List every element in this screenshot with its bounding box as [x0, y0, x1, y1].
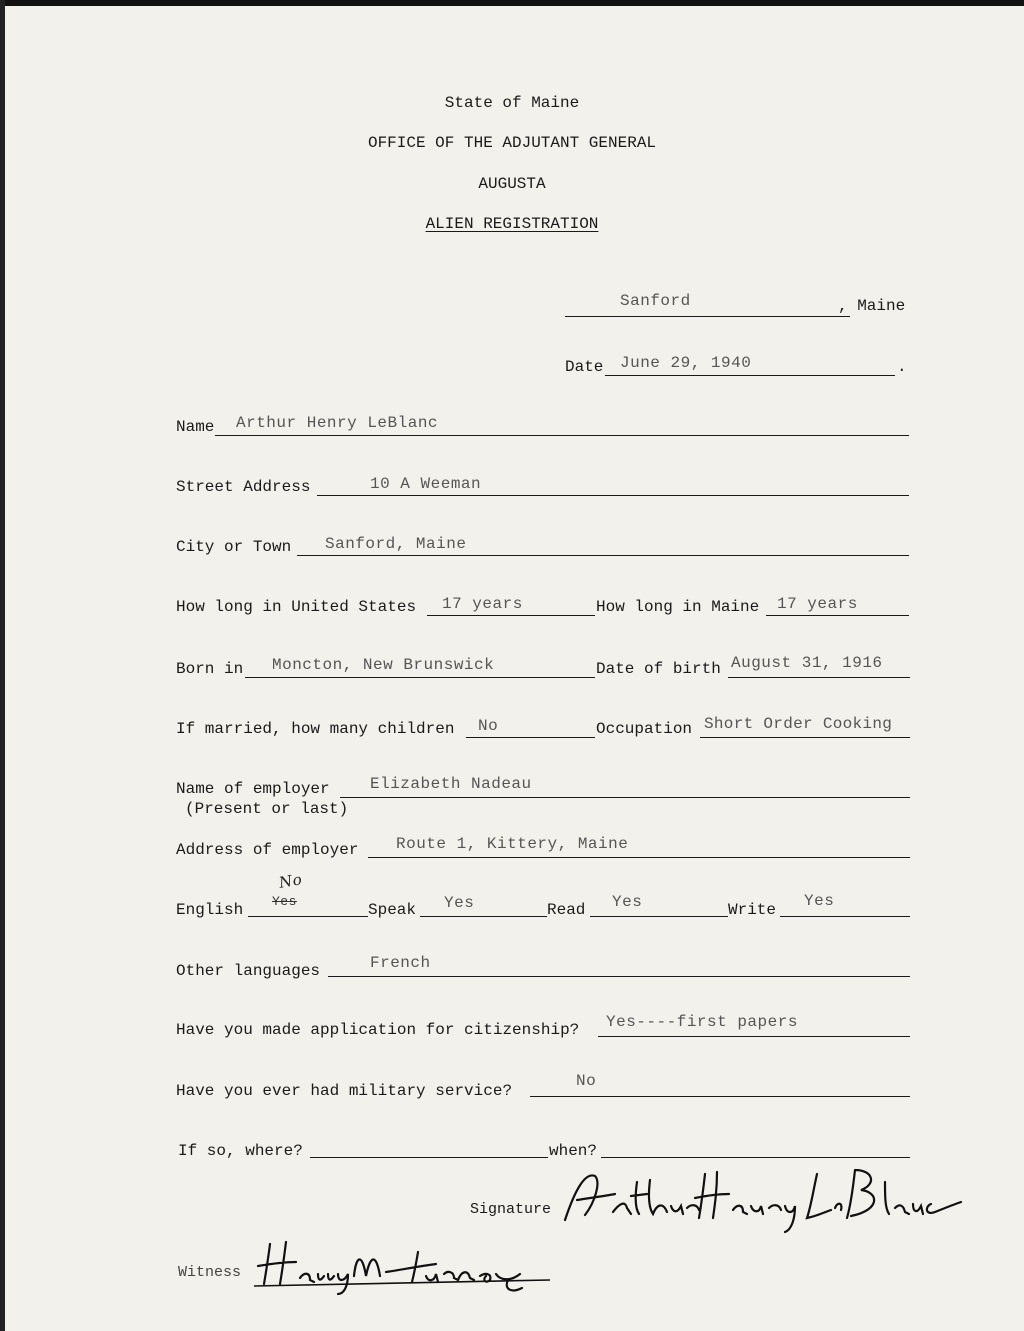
write-label: Write	[728, 901, 777, 919]
english-handwritten-value[interactable]: No	[277, 870, 304, 892]
city-value[interactable]: Sanford, Maine	[325, 535, 467, 553]
citizenship-label: Have you made application for citizenship?	[176, 1021, 580, 1039]
military-label: Have you ever had military service?	[176, 1082, 513, 1100]
english-label: English	[176, 901, 244, 919]
speak-value[interactable]: Yes	[444, 894, 475, 912]
place-line	[565, 316, 850, 317]
born-in-line	[245, 677, 595, 678]
other-languages-line	[328, 976, 910, 977]
date-end: .	[897, 358, 907, 376]
write-value[interactable]: Yes	[804, 892, 835, 910]
street-label: Street Address	[176, 478, 311, 496]
header-city: AUGUSTA	[478, 175, 546, 193]
birth-date-line	[728, 677, 910, 678]
signature-image[interactable]	[555, 1160, 965, 1235]
read-label: Read	[547, 901, 586, 919]
employer-address-label: Address of employer	[176, 841, 359, 859]
occupation-value[interactable]: Short Order Cooking	[704, 715, 893, 733]
place-suffix: , Maine	[838, 297, 906, 315]
occupation-line	[700, 737, 910, 738]
us-duration-label: How long in United States	[176, 598, 417, 616]
citizenship-value[interactable]: Yes----first papers	[606, 1013, 798, 1031]
street-value[interactable]: 10 A Weeman	[370, 475, 482, 493]
english-struck-value[interactable]: Yes	[272, 894, 297, 909]
write-line	[780, 916, 910, 917]
maine-duration-label: How long in Maine	[596, 598, 760, 616]
form-title: ALIEN REGISTRATION	[425, 215, 599, 233]
occupation-label: Occupation	[596, 720, 693, 738]
when-line[interactable]	[601, 1157, 910, 1158]
when-label: when?	[549, 1142, 598, 1160]
citizenship-line	[598, 1036, 910, 1037]
other-languages-value[interactable]: French	[370, 954, 431, 972]
date-line	[605, 375, 895, 376]
signature-label: Signature	[470, 1201, 552, 1218]
employer-address-value[interactable]: Route 1, Kittery, Maine	[396, 835, 629, 853]
where-line[interactable]	[310, 1157, 548, 1158]
children-label: If married, how many children	[176, 720, 455, 738]
born-in-value[interactable]: Moncton, New Brunswick	[272, 656, 495, 674]
street-line	[317, 495, 909, 496]
born-in-label: Born in	[176, 660, 244, 678]
employer-address-line	[368, 857, 910, 858]
header-state: State of Maine	[444, 94, 580, 112]
date-label: Date	[565, 358, 604, 376]
children-value[interactable]: No	[478, 717, 499, 735]
speak-line	[420, 916, 547, 917]
children-line	[466, 737, 595, 738]
witness-signature-image[interactable]	[250, 1236, 570, 1296]
other-languages-label: Other languages	[176, 962, 321, 980]
maine-duration-line	[766, 615, 909, 616]
header-office: OFFICE OF THE ADJUTANT GENERAL	[367, 134, 657, 152]
employer-sublabel: (Present or last)	[185, 800, 349, 818]
name-line	[215, 435, 909, 436]
page-edge	[0, 0, 5, 1331]
name-label: Name	[176, 418, 215, 436]
name-value[interactable]: Arthur Henry LeBlanc	[236, 414, 439, 432]
place-value[interactable]: Sanford	[620, 292, 691, 310]
military-line	[530, 1096, 910, 1097]
english-line	[248, 916, 368, 917]
military-value[interactable]: No	[576, 1072, 597, 1090]
birth-date-label: Date of birth	[596, 660, 721, 678]
read-value[interactable]: Yes	[612, 893, 643, 911]
page-edge	[0, 0, 1024, 6]
employer-label: Name of employer	[176, 780, 330, 798]
speak-label: Speak	[368, 901, 417, 919]
employer-value[interactable]: Elizabeth Nadeau	[370, 775, 532, 793]
where-label: If so, where?	[178, 1142, 303, 1160]
witness-label: Witness	[178, 1264, 242, 1281]
city-label: City or Town	[176, 538, 292, 556]
date-value[interactable]: June 29, 1940	[620, 354, 752, 372]
maine-duration-value[interactable]: 17 years	[777, 595, 858, 613]
birth-date-value[interactable]: August 31, 1916	[731, 654, 883, 672]
read-line	[590, 916, 728, 917]
employer-line	[340, 797, 910, 798]
us-duration-value[interactable]: 17 years	[442, 595, 523, 613]
city-line	[297, 555, 909, 556]
us-duration-line	[427, 615, 595, 616]
